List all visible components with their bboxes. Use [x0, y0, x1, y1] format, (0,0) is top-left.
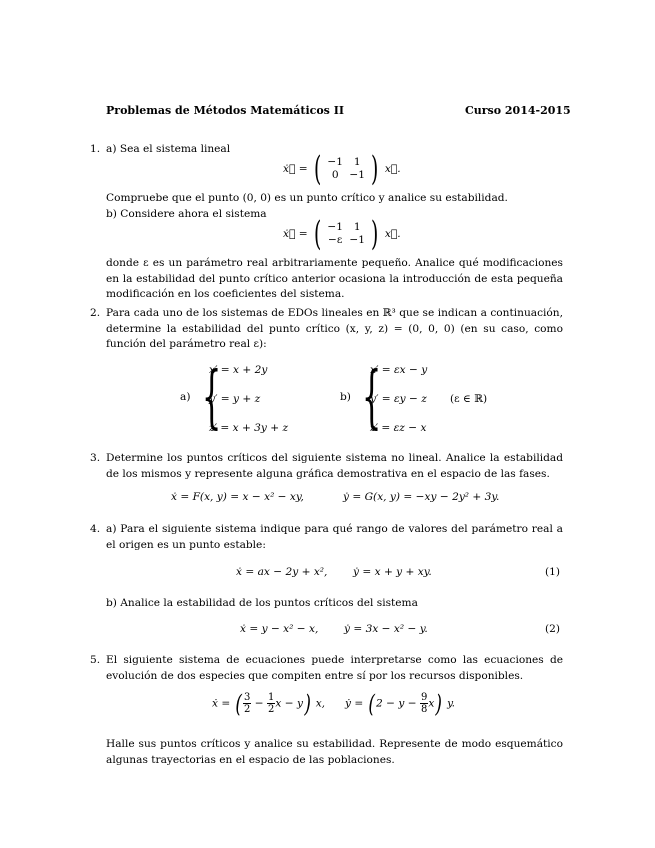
problem-1-number: 1. [90, 143, 101, 155]
problem-2-number: 2. [90, 307, 101, 319]
eq-x-lhs: ẋ = [212, 697, 231, 710]
page-title: Problemas de Métodos Matemáticos II [106, 104, 344, 117]
problem-1-equation-2 [283, 214, 401, 254]
equation-number-1: (1) [545, 566, 561, 578]
eq-y-tail: x [428, 697, 435, 710]
minus-sign: − [254, 697, 264, 710]
fraction-numerator: 9 [420, 692, 428, 703]
eq-lhs: ẋ⃗ = [283, 163, 308, 175]
problem-3-eq-2: ẏ = G(x, y) = −xy − 2y² + 3y. [343, 491, 500, 503]
problem-4-eq-a-2: ẏ = x + y + xy. [353, 566, 432, 578]
matrix-cell: 0 [331, 169, 339, 181]
eq-rhs: x⃗. [384, 163, 401, 175]
course-label: Curso 2014-2015 [465, 104, 571, 117]
matrix-cell: −1 [327, 221, 344, 233]
system-a-eq-2: y′ = y + z [209, 393, 261, 405]
system-b-label: b) [340, 391, 351, 403]
fraction-denominator: 2 [243, 704, 251, 715]
problem-5-text-2: Halle sus puntos críticos y analice su estabilidad. Represente de modo esquemático algunas trayectorias en el espacio de las poblaciones. [106, 738, 563, 766]
problem-4-eq-b-1: ẋ = y − x² − x, [240, 623, 319, 635]
matrix-cell: −ε [328, 234, 343, 246]
system-b-eq-3: z′ = εz − x [370, 422, 427, 434]
problem-5-eq-x [212, 689, 326, 718]
problem-3-number: 3. [90, 452, 101, 464]
problem-3-eq-1: ẋ = F(x, y) = x − x² − xy, [171, 491, 304, 503]
eq-rhs: x⃗. [384, 228, 401, 240]
fraction-numerator: 3 [243, 692, 251, 703]
problem-4-eq-a-1: ẋ = ax − 2y + x², [236, 566, 328, 578]
matrix-cell: 1 [353, 221, 361, 233]
system-b-eq-1: x′ = εx − y [370, 364, 428, 376]
fraction-denominator: 8 [420, 704, 428, 715]
system-b-brace: { [361, 358, 382, 437]
system-a-brace: { [201, 358, 222, 437]
right-paren: ) [304, 689, 311, 718]
problem-4-number: 4. [90, 523, 101, 535]
eq-lhs: ẋ⃗ = [283, 228, 308, 240]
problem-3-text: Determine los puntos críticos del siguiente sistema no lineal. Analice la estabilidad de los mismos y represente alguna gráfica demostrativa en el espacio de las fases. [106, 452, 563, 480]
problem-1-a-intro: a) Sea el sistema lineal [106, 143, 231, 155]
problem-1-text-b: donde ε es un parámetro real arbitrariamente pequeño. Analice qué modificaciones en la estabilidad del punto crítico anterior ocasiona la introducción de esta pequeña modificación en los coeficientes del sistema. [106, 257, 563, 301]
problem-4-text-b: b) Analice la estabilidad de los puntos críticos del sistema [106, 597, 418, 609]
fraction-3-2 [243, 692, 251, 715]
system-a-eq-1: x′ = x + 2y [209, 364, 268, 376]
system-a-label: a) [180, 391, 191, 403]
fraction-denominator: 2 [267, 704, 275, 715]
matrix-cell: −1 [349, 169, 366, 181]
matrix-2: ( −1 1 −ε −1 ) [313, 214, 379, 254]
eq-y-mid: 2 − y − [375, 697, 417, 710]
matrix-cell: −1 [349, 234, 366, 246]
problem-4-text-a: a) Para el siguiente sistema indique para qué rango de valores del parámetro real a el origen es un punto estable: [106, 523, 563, 551]
eq-y-end: y. [447, 697, 456, 710]
matrix-cell: −1 [327, 156, 344, 168]
problem-5-number: 5. [90, 654, 101, 666]
system-b-condition: (ε ∈ ℝ) [450, 393, 488, 405]
right-paren: ) [435, 689, 443, 718]
fraction-numerator: 1 [267, 692, 275, 703]
equation-number-2: (2) [545, 623, 561, 635]
matrix-cell: 1 [353, 156, 361, 168]
problem-5-text: El siguiente sistema de ecuaciones puede interpretarse como las ecuaciones de evolución de dos especies que compiten entre sí por los recursos disponibles. [106, 654, 563, 682]
problem-2-text: Para cada uno de los sistemas de EDOs lineales en ℝ³ que se indican a continuación, determine la estabilidad del punto crítico (x, y, z) = (0, 0, 0) (en su caso, como función del parámetro real ε): [106, 307, 563, 351]
problem-1-b-intro: b) Considere ahora el sistema [106, 208, 267, 220]
eq-x-tail: x − y [275, 697, 303, 710]
eq-x-end: x, [315, 697, 326, 710]
problem-5-eq-y [345, 689, 456, 718]
system-a-eq-3: z′ = x + 3y + z [209, 422, 289, 434]
problem-1-equation-1 [283, 149, 401, 189]
problem-4-eq-b-2: ẏ = 3x − x² − y. [344, 623, 428, 635]
eq-y-lhs: ẏ = [345, 697, 364, 710]
matrix-1: ( −1 1 0 −1 ) [313, 149, 379, 189]
problem-1-text-a: Compruebe que el punto (0, 0) es un punto crítico y analice su estabilidad. [106, 192, 508, 204]
left-paren: ( [235, 689, 242, 718]
left-paren: ( [368, 689, 375, 718]
system-b-eq-2: y′ = εy − z [370, 393, 427, 405]
